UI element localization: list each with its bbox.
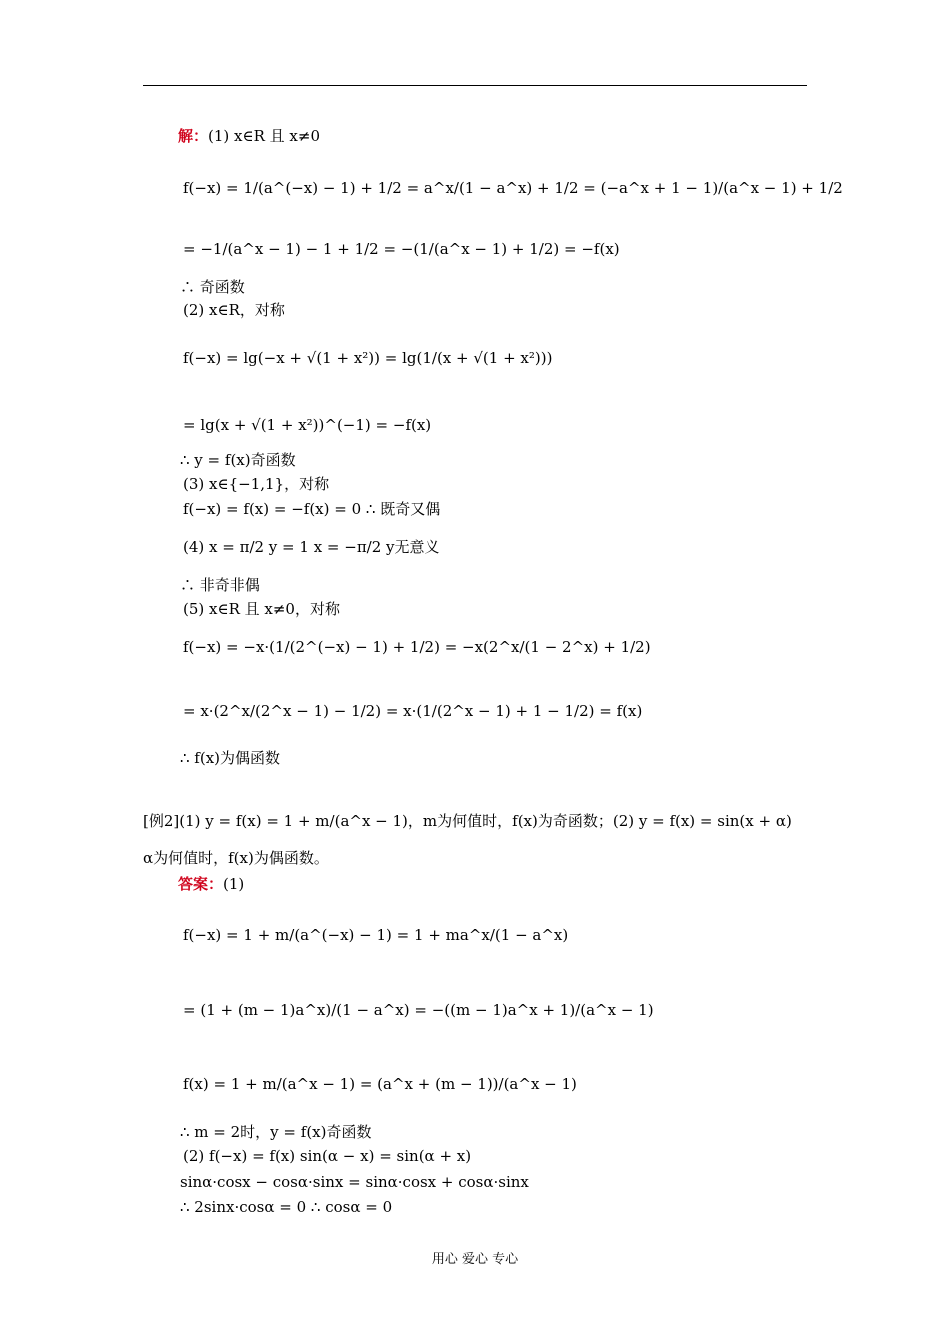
answer-heading	[178, 874, 244, 894]
line-s4-concl: ∴ 非奇非偶	[180, 576, 260, 594]
line-s5-eq1: f(−x) = −x·(1/(2^(−x) − 1) + 1/2) = −x(2^x/(1 − 2^x) + 1/2)	[183, 638, 651, 656]
line-s2-concl: ∴ y = f(x)奇函数	[180, 451, 296, 469]
answer-label: 答案：	[178, 875, 224, 893]
line-s1-eq2: = −1/(a^x − 1) − 1 + 1/2 = −(1/(a^x − 1) + 1/2) = −f(x)	[183, 240, 620, 258]
answer-head: (1)	[223, 875, 245, 893]
line-ans2-head: (2) f(−x) = f(x) sin(α − x) = sin(α + x)	[183, 1147, 472, 1165]
line-s2-head: (2) x∈R，对称	[183, 301, 285, 319]
line-s3-eq: f(−x) = f(x) = −f(x) = 0 ∴ 既奇又偶	[183, 500, 441, 518]
header-rule	[143, 85, 807, 86]
line-s5-eq2: = x·(2^x/(2^x − 1) − 1/2) = x·(1/(2^x − 1) + 1 − 1/2) = f(x)	[183, 702, 643, 720]
page-footer: 用心 爱心 专心	[431, 1252, 519, 1267]
line-ans-eq1: f(−x) = 1 + m/(a^(−x) − 1) = 1 + ma^x/(1 − a^x)	[183, 926, 569, 944]
line-s2-eq2: = lg(x + √(1 + x²))^(−1) = −f(x)	[183, 416, 432, 434]
line-s4: (4) x = π/2 y = 1 x = −π/2 y无意义	[183, 538, 440, 556]
line-s2-eq1: f(−x) = lg(−x + √(1 + x²)) = lg(1/(x + √(1 + x²)))	[183, 349, 553, 367]
example-2-text-1: (1) y = f(x) = 1 + m/(a^x − 1)，m为何值时，f(x)为奇函数；(2) y = f(x) = sin(x + α)	[179, 812, 792, 830]
example-2-line-2: α为何值时，f(x)为偶函数。	[143, 849, 329, 867]
solution-heading	[178, 126, 320, 146]
example-label: [例2]	[143, 812, 180, 830]
line-s1-head: (1) x∈R 且 x≠0	[208, 127, 320, 145]
line-s1-concl: ∴ 奇函数	[180, 278, 245, 296]
line-ans2-eq1: sinα·cosx − cosα·sinx = sinα·cosx + cosα·sinx	[180, 1173, 529, 1191]
solution-label: 解：	[178, 127, 209, 145]
line-s5-concl: ∴ f(x)为偶函数	[180, 749, 281, 767]
line-s1-eq1: f(−x) = 1/(a^(−x) − 1) + 1/2 = a^x/(1 − a^x) + 1/2 = (−a^x + 1 − 1)/(a^x − 1) + 1/2	[183, 179, 843, 197]
line-ans-concl: ∴ m = 2时，y = f(x)奇函数	[180, 1123, 372, 1141]
line-ans-eq3: f(x) = 1 + m/(a^x − 1) = (a^x + (m − 1))/(a^x − 1)	[183, 1075, 577, 1093]
line-s5-head: (5) x∈R 且 x≠0，对称	[183, 600, 340, 618]
line-s3-head: (3) x∈{−1,1}，对称	[183, 475, 330, 493]
example-2-line-1	[143, 811, 792, 831]
line-ans-eq2: = (1 + (m − 1)a^x)/(1 − a^x) = −((m − 1)a^x + 1)/(a^x − 1)	[183, 1001, 654, 1019]
line-ans2-eq2: ∴ 2sinx·cosα = 0 ∴ cosα = 0	[180, 1198, 393, 1216]
